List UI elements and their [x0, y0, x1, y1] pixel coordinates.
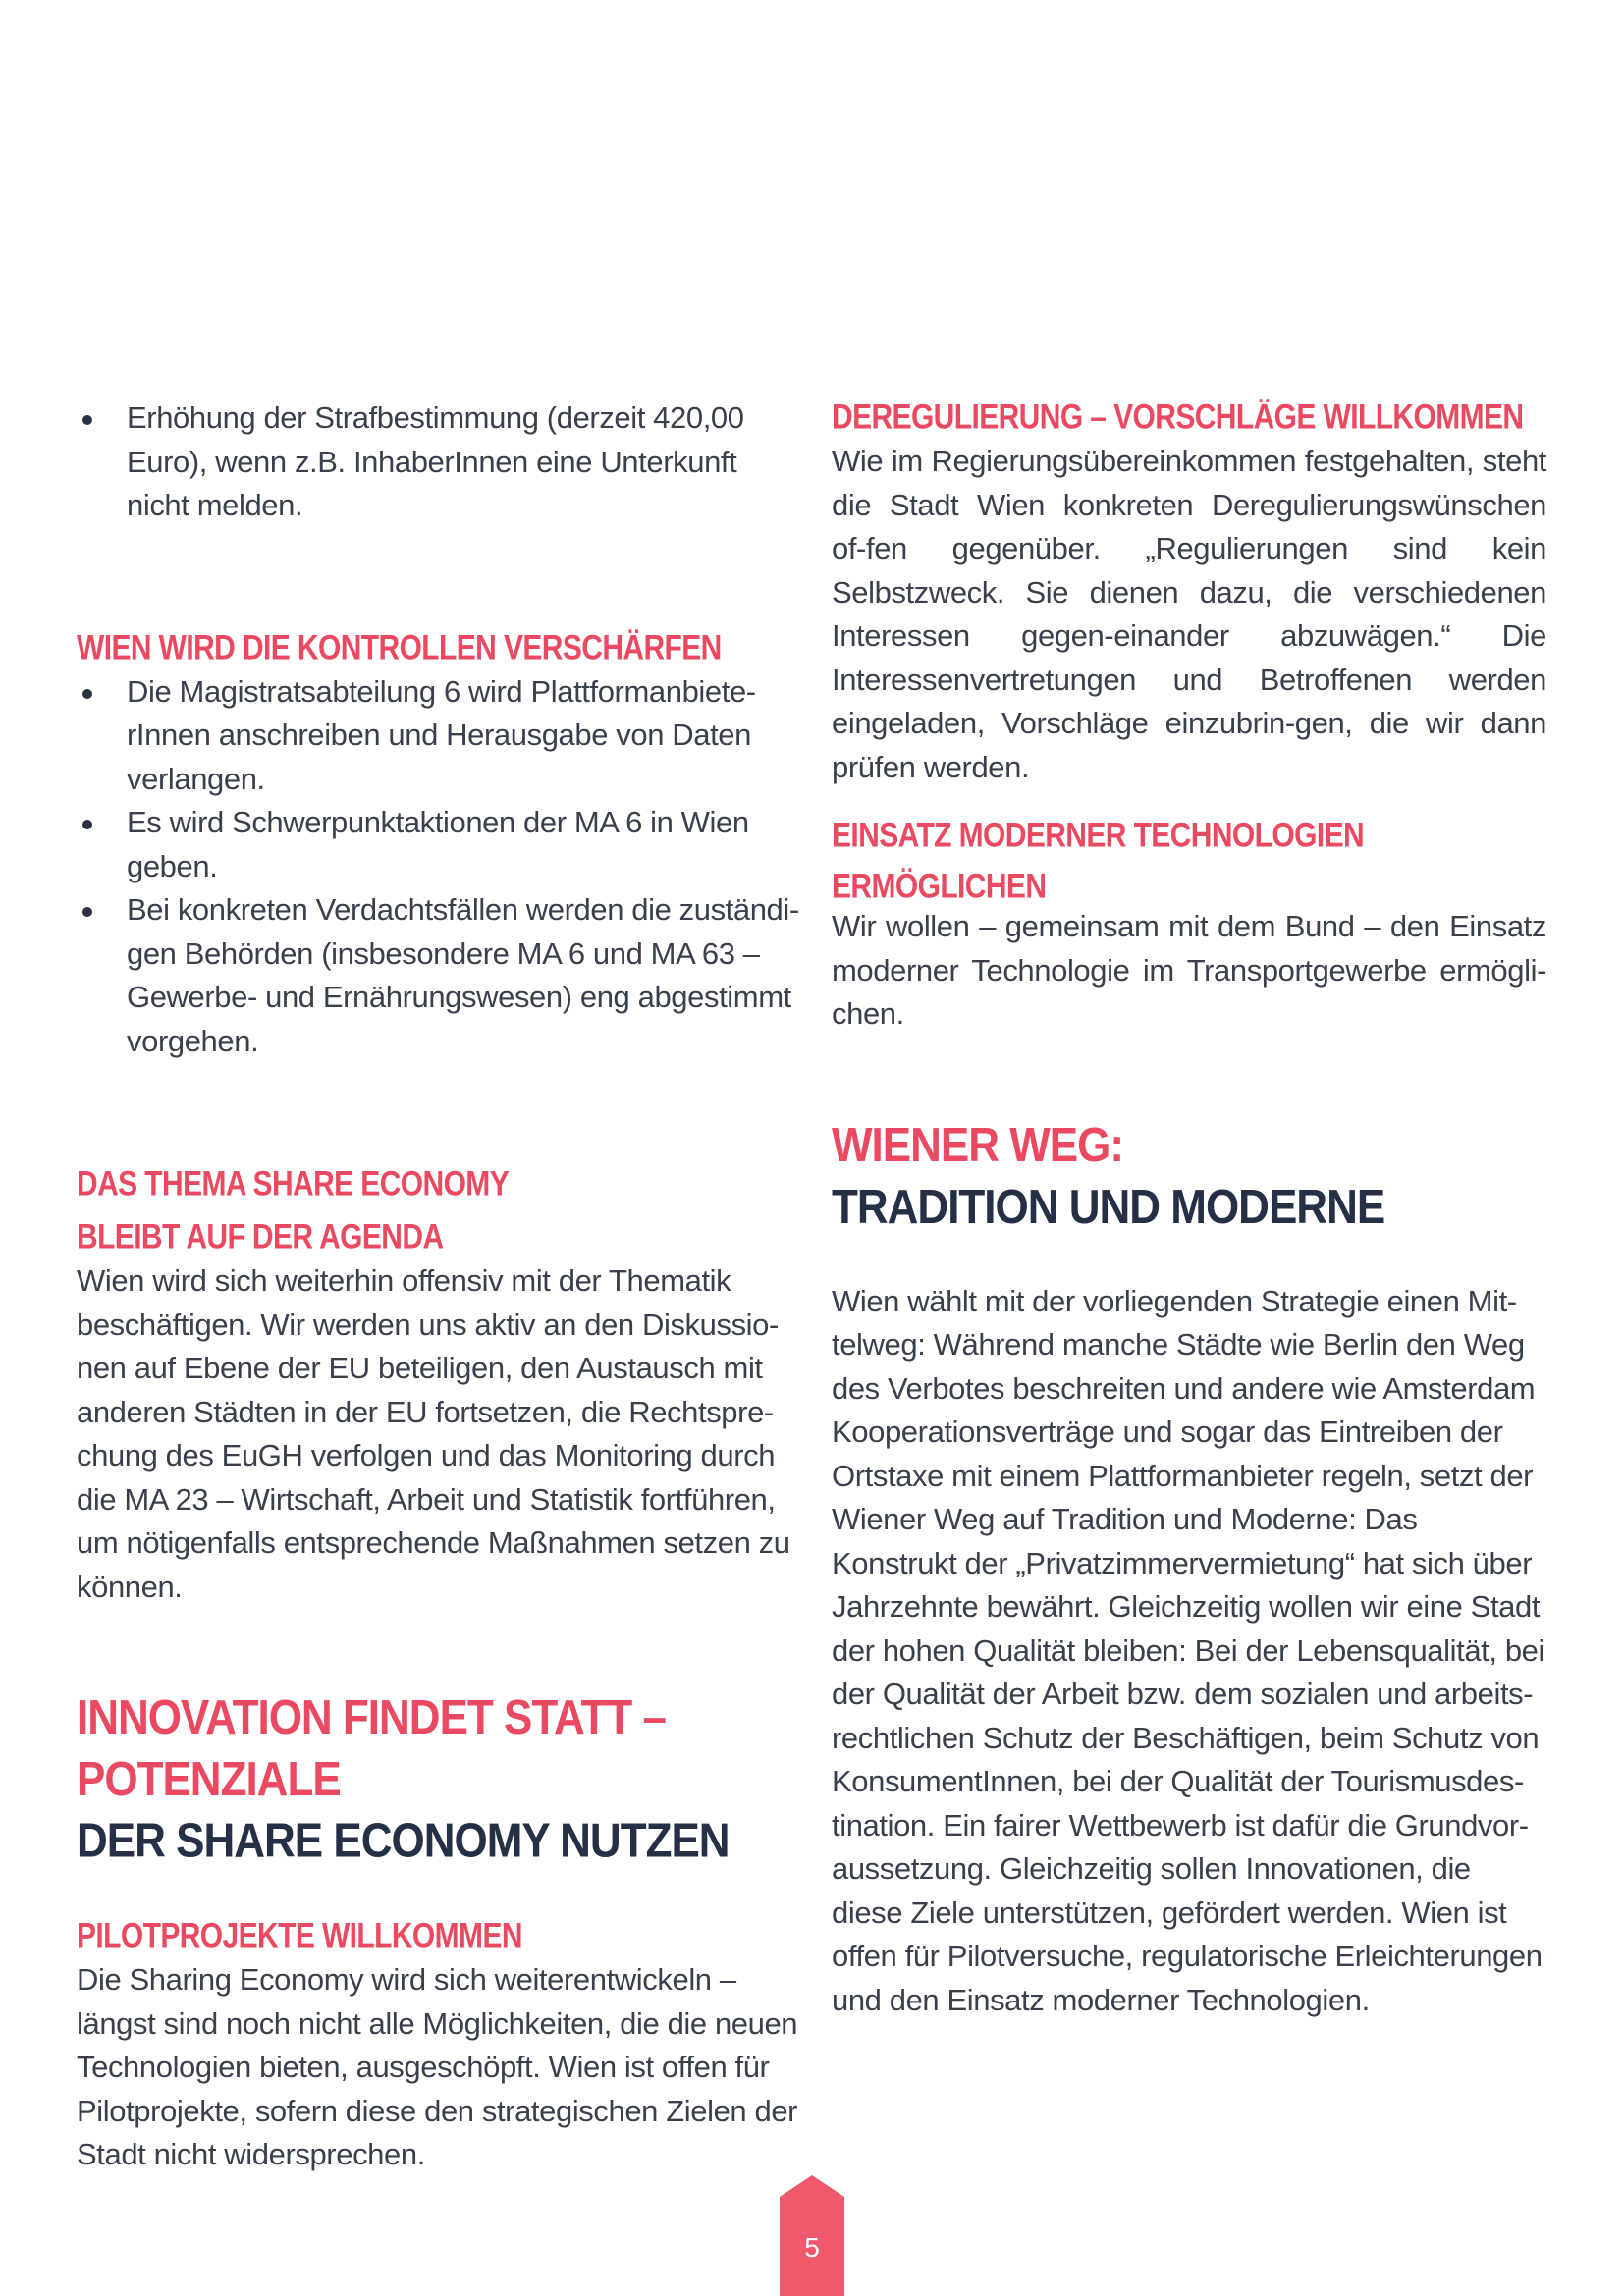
technologien-paragraph: Wir wollen – gemeinsam mit dem Bund – den Einsatz moderner Technologie im Transportgewerbe ermögli-chen.	[832, 909, 1546, 1031]
list-item: Die Magistratsabteilung 6 wird Plattformanbiete-rInnen anschreiben und Herausgabe von Daten verlangen.	[77, 670, 801, 802]
left-column	[77, 397, 801, 2177]
list-item: Bei konkreten Verdachtsfällen werden die zuständi-gen Behörden (insbesondere MA 6 und MA 63 – Gewerbe- und Ernährungswesen) eng abgestimmt vorgehen.	[77, 888, 801, 1063]
innovation-heading	[77, 1687, 801, 1872]
wiener-weg-heading-red: WIENER WEG:	[832, 1117, 1123, 1172]
list-item: Erhöhung der Strafbestimmung (derzeit 420,00 Euro), wenn z.B. InhaberInnen eine Unterkunft nicht melden.	[77, 397, 801, 528]
bullet-icon	[82, 689, 92, 699]
list-item: Es wird Schwerpunktaktionen der MA 6 in Wien geben.	[77, 801, 801, 888]
section-heading-kontrollen: WIEN WIRD DIE KONTROLLEN VERSCHÄRFEN	[77, 628, 722, 667]
innovation-heading-red: INNOVATION FINDET STATT – POTENZIALE	[77, 1690, 666, 1806]
deregulierung-paragraph: Wie im Regierungsübereinkommen festgehalten, steht die Stadt Wien konkreten Deregulierungswünschen of-fen gegenüber. „Regulierungen sind kein Selbstzweck. Sie dienen dazu, die verschiedenen Interessen gegen-einander abzuwägen.“ Die Interessenvertretungen und Betroffenen werden eingeladen, Vorschläge einzubrin-gen, die wir dann prüfen werden.	[832, 444, 1546, 784]
wiener-weg-heading	[832, 1115, 1546, 1238]
pilot-paragraph: Die Sharing Economy wird sich weiterentwickeln – längst sind noch nicht alle Möglichkeiten, die die neuen Technologien bieten, ausgeschöpft. Wien ist offen für Pilotprojekte, sofern diese den strategischen Zielen der Stadt nicht widersprechen.	[77, 1962, 798, 2171]
bullet-icon	[82, 907, 92, 917]
section-heading-technologien: EINSATZ MODERNER TECHNOLOGIEN ERMÖGLICHEN	[832, 816, 1365, 906]
bullet-icon	[82, 820, 92, 829]
page-number-tab	[780, 2197, 844, 2296]
right-column	[832, 397, 1546, 2022]
section-heading-pilot: PILOTPROJEKTE WILLKOMMEN	[77, 1916, 522, 1955]
agenda-paragraph: Wien wird sich weiterhin offensiv mit der Thematik beschäftigen. Wir werden uns aktiv an den Diskussio-nen auf Ebene der EU beteiligen, den Austausch mit anderen Städten in der EU fortsetzen, die Rechtspre-chung des EuGH verfolgen und das Monitoring durch die MA 23 – Wirtschaft, Arbeit und Statistik fortführen, um nötigenfalls entsprechende Maßnahmen setzen zu können.	[77, 1263, 790, 1604]
section-heading-agenda-line1: DAS THEMA SHARE ECONOMY	[77, 1164, 510, 1203]
section-heading-deregulierung: DEREGULIERUNG – VORSCHLÄGE WILLKOMMEN	[832, 398, 1524, 437]
bullet-icon	[82, 415, 92, 425]
innovation-heading-navy: DER SHARE ECONOMY NUTZEN	[77, 1813, 730, 1868]
wiener-weg-paragraph: Wien wählt mit der vorliegenden Strategie einen Mit-telweg: Während manche Städte wie Berlin den Weg des Verbotes beschreiten und andere wie Amsterdam Kooperationsverträge und sogar das Eintreiben der Ortstaxe mit einem Plattformanbieter regeln, setzt der Wiener Weg auf Tradition und Moderne: Das Konstrukt der „Privatzimmervermietung“ hat sich über Jahrzehnte bewährt. Gleichzeitig wollen wir eine Stadt der hohen Qualität bleiben: Bei der Lebensqualität, bei der Qualität der Arbeit bzw. dem sozialen und arbeits-rechtlichen Schutz der Beschäftigen, beim Schutz von KonsumentInnen, bei der Qualität der Tourismusdes-tination. Ein fairer Wettbewerb ist dafür die Grundvor-aussetzung. Gleichzeitig sollen Innovationen, die diese Ziele unterstützen, gefördert werden. Wien ist offen für Pilotversuche, regulatorische Erleichterungen und den Einsatz moderner Technologien.	[832, 1283, 1544, 2017]
page-number: 5	[804, 2232, 820, 2263]
wiener-weg-heading-navy: TRADITION UND MODERNE	[832, 1179, 1385, 1234]
intro-bullet-list	[77, 397, 801, 528]
kontrollen-bullet-list	[77, 670, 801, 1064]
section-heading-agenda-line2: BLEIBT AUF DER AGENDA	[77, 1217, 444, 1256]
